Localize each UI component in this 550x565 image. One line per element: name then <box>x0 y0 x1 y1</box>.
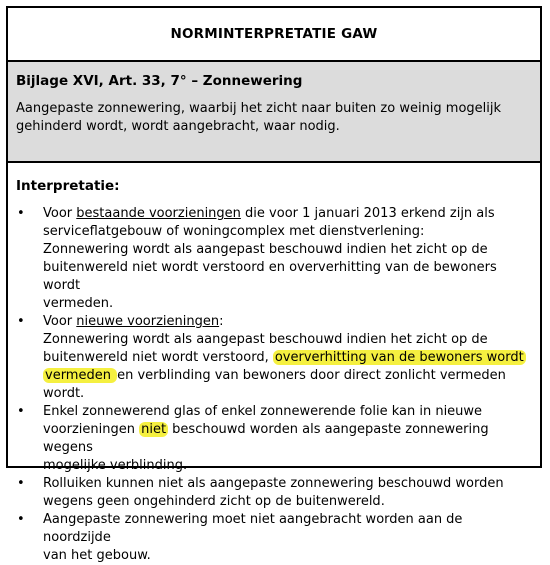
line: wegens geen ongehinderd zicht op de buitenwereld. <box>43 494 385 509</box>
text: beschouwd worden als aangepaste zonnewering wegens <box>43 422 489 455</box>
rule-section <box>8 62 540 163</box>
text: voorzieningen <box>43 422 140 437</box>
highlight: oververhitting van de bewoners wordt <box>274 350 524 365</box>
list-item <box>16 313 532 403</box>
text: Voor <box>43 206 77 221</box>
text: en verblinding van bewoners door direct zonlicht vermeden wordt. <box>43 368 506 401</box>
document-title: NORMINTERPRETATIE GAW <box>170 26 378 42</box>
interpretation-heading: Interpretatie: <box>16 178 120 194</box>
text: : <box>219 314 224 329</box>
underlined-term: bestaande voorzieningen <box>76 206 241 221</box>
interpretation-section <box>8 163 540 565</box>
underlined-term: nieuwe voorzieningen <box>76 314 220 329</box>
rule-heading: Bijlage XVI, Art. 33, 7° – Zonnewering <box>16 73 303 89</box>
rule-text-line: gehinderd wordt, wordt aangebracht, waar nodig. <box>16 119 340 134</box>
highlight: niet <box>141 422 167 437</box>
line <box>43 313 532 331</box>
line <box>43 349 532 367</box>
text: die voor 1 januari 2013 erkend zijn als <box>240 206 495 221</box>
list-item <box>16 511 532 565</box>
text: buitenwereld niet wordt verstoord, <box>43 350 273 365</box>
line: van het gebouw. <box>43 548 151 563</box>
line: serviceflatgebouw of woningcomplex met dienstverlening: <box>43 224 425 239</box>
interpretation-list <box>16 205 532 565</box>
highlight: vermeden <box>45 368 116 383</box>
list-item <box>16 475 532 511</box>
line: • Aangepaste zonnewering moet niet aangebracht worden aan de noordzijde <box>43 512 463 545</box>
list-item <box>16 403 532 475</box>
line: Zonnewering wordt als aangepast beschouwd indien het zicht op de <box>43 242 488 257</box>
rule-text <box>16 100 532 136</box>
line: vermeden. <box>43 296 114 311</box>
norm-document <box>6 6 542 563</box>
list-item <box>16 205 532 313</box>
line: Zonnewering wordt als aangepast beschouwd indien het zicht op de <box>43 332 488 347</box>
text: Voor <box>43 314 77 329</box>
line: • Rolluiken kunnen niet als aangepaste zonnewering beschouwd worden <box>43 476 504 491</box>
line: mogelijke verblinding. <box>43 458 188 473</box>
title-row <box>8 8 540 62</box>
rule-text-line: Aangepaste zonnewering, waarbij het zicht naar buiten zo weinig mogelijk <box>16 101 502 116</box>
line: buitenwereld niet wordt verstoord en oververhitting van de bewoners wordt <box>43 260 497 293</box>
line <box>43 367 532 403</box>
line <box>43 421 532 457</box>
line: • Enkel zonnewerend glas of enkel zonnewerende folie kan in nieuwe <box>43 404 483 419</box>
line <box>43 205 532 223</box>
